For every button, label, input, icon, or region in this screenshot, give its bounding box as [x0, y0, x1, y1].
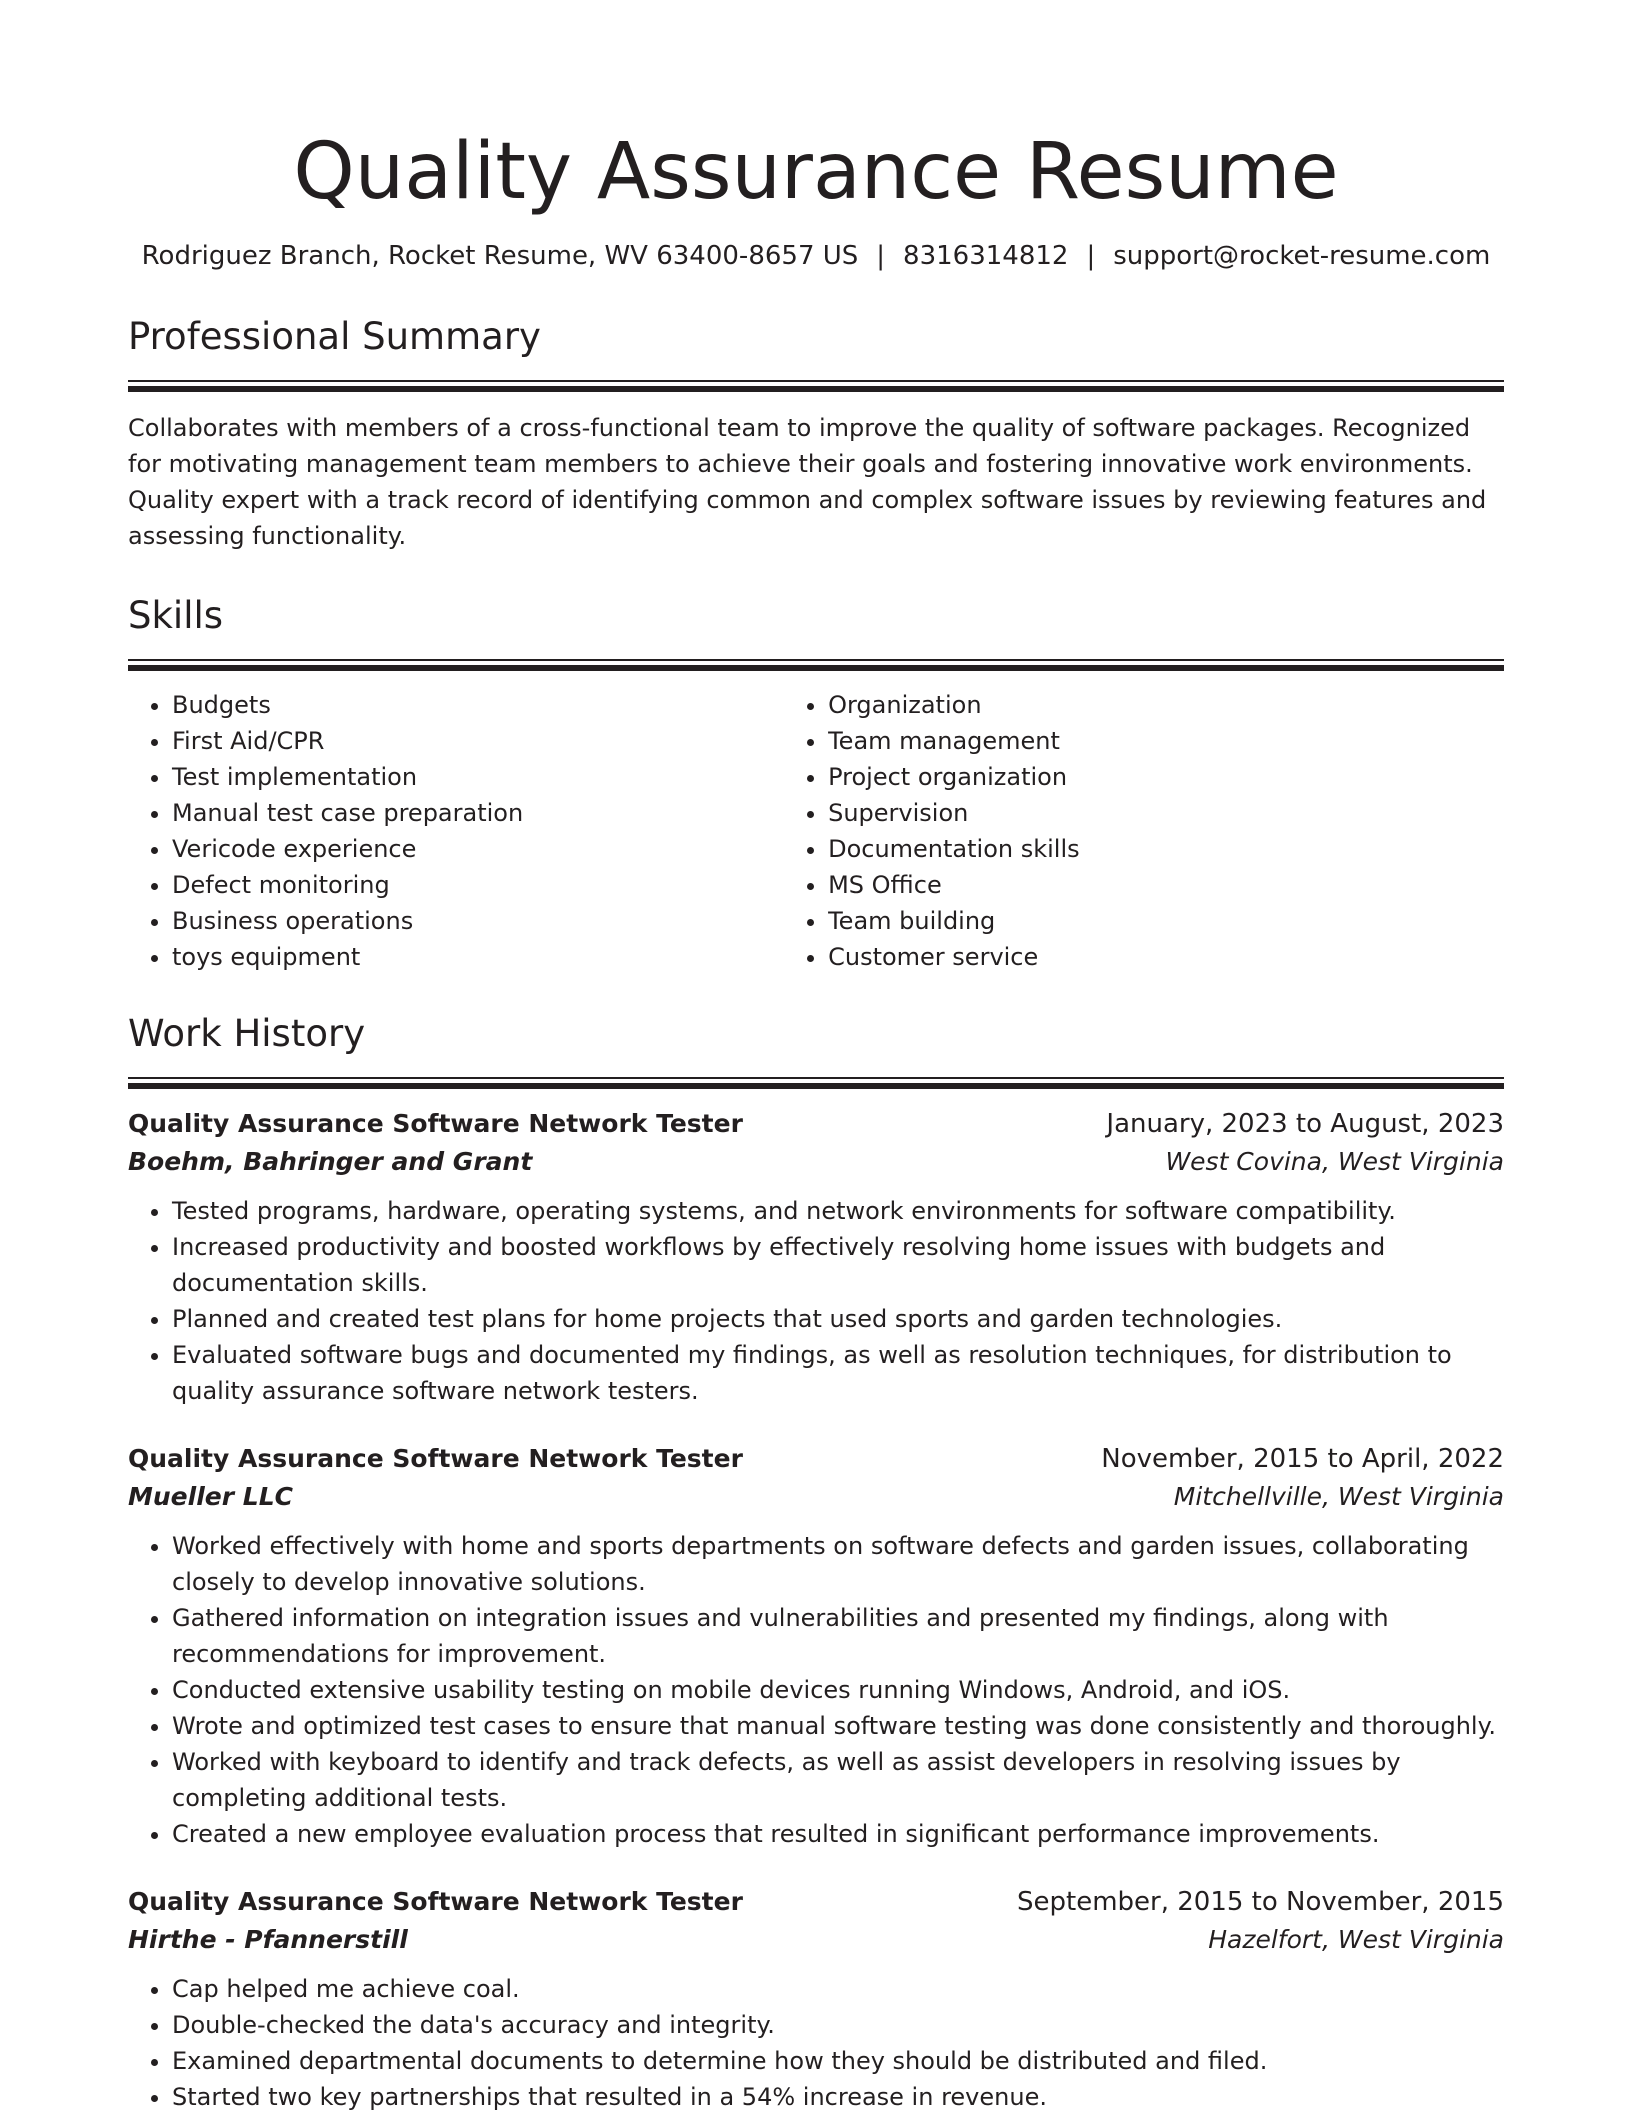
job-dates: September, 2015 to November, 2015	[1017, 1887, 1504, 1917]
skills-heading: Skills	[128, 594, 224, 637]
job-title: Quality Assurance Software Network Tester	[128, 1444, 743, 1473]
section-divider-thick	[128, 1083, 1504, 1089]
work-history-section	[128, 1011, 1504, 2115]
contact-separator: |	[1086, 241, 1096, 271]
job-bullet: • Tested programs, hardware, operating systems, and network environments for software compatibility.	[172, 1193, 1504, 1229]
job-location: Mitchellville, West Virginia	[1173, 1482, 1504, 1511]
summary-section	[128, 314, 1504, 554]
contact-email: support@rocket-resume.com	[1113, 241, 1491, 271]
job-bullet: • Worked with keyboard to identify and track defects, as well as assist developers in resolving issues by completing additional tests.	[172, 1744, 1504, 1816]
summary-text: Collaborates with members of a cross-functional team to improve the quality of software packages. Recognized for motivating management team members to achieve their goals and fostering innovative work environments. Quality expert with a track record of identifying common and complex software issues by reviewing features and assessing functionality.	[128, 414, 1487, 550]
job-location: West Covina, West Virginia	[1165, 1147, 1504, 1176]
contact-address: Rodriguez Branch, Rocket Resume, WV 63400-8657 US	[141, 241, 859, 271]
skill-item: • Budgets	[172, 687, 784, 723]
job-header-row	[128, 1883, 1504, 1921]
summary-heading: Professional Summary	[128, 315, 541, 358]
job-title: Quality Assurance Software Network Tester	[128, 1109, 743, 1138]
skill-item: • Test implementation	[172, 759, 784, 795]
resume-title: Quality Assurance Resume	[293, 127, 1339, 217]
job-company-row	[128, 1143, 1504, 1181]
job-entry	[128, 1105, 1504, 1409]
contact-phone: 8316314812	[903, 241, 1069, 271]
job-bullet: • Created a new employee evaluation process that resulted in significant performance improvements.	[172, 1816, 1504, 1852]
skills-section	[128, 593, 1504, 975]
skill-item: • Customer service	[828, 939, 1504, 975]
job-bullets	[128, 1971, 1504, 2115]
job-bullet: • Evaluated software bugs and documented my findings, as well as resolution techniques, for distribution to quality assurance software network testers.	[172, 1337, 1504, 1409]
skill-item: • Team management	[828, 723, 1504, 759]
skills-list-left	[128, 687, 784, 975]
skill-item: • MS Office	[828, 867, 1504, 903]
job-company-row	[128, 1921, 1504, 1959]
job-bullets	[128, 1193, 1504, 1409]
job-company-row	[128, 1478, 1504, 1516]
job-bullet: • Wrote and optimized test cases to ensure that manual software testing was done consistently and thoroughly.	[172, 1708, 1504, 1744]
skill-item: • toys equipment	[172, 939, 784, 975]
skill-item: • First Aid/CPR	[172, 723, 784, 759]
job-bullet: • Double-checked the data's accuracy and integrity.	[172, 2007, 1504, 2043]
job-bullet: • Gathered information on integration issues and vulnerabilities and presented my findings, along with recommendations for improvement.	[172, 1600, 1504, 1672]
skill-item: • Documentation skills	[828, 831, 1504, 867]
skill-item: • Team building	[828, 903, 1504, 939]
skills-columns	[128, 687, 1504, 975]
section-divider-thick	[128, 665, 1504, 671]
job-header-row	[128, 1440, 1504, 1478]
job-bullet: • Worked effectively with home and sports departments on software defects and garden issues, collaborating closely to develop innovative solutions.	[172, 1528, 1504, 1600]
job-company: Mueller LLC	[128, 1482, 293, 1511]
skill-item: • Business operations	[172, 903, 784, 939]
job-title: Quality Assurance Software Network Tester	[128, 1887, 743, 1916]
job-dates: November, 2015 to April, 2022	[1101, 1444, 1504, 1474]
work-history-heading: Work History	[128, 1012, 366, 1055]
skill-item: • Manual test case preparation	[172, 795, 784, 831]
job-location: Hazelfort, West Virginia	[1208, 1925, 1504, 1954]
job-company: Boehm, Bahringer and Grant	[128, 1147, 533, 1176]
resume-page	[128, 0, 1504, 2115]
job-entry	[128, 1440, 1504, 1852]
section-divider	[128, 1077, 1504, 1079]
job-bullet: • Started two key partnerships that resulted in a 54% increase in revenue.	[172, 2079, 1504, 2115]
contact-separator: |	[876, 241, 886, 271]
skill-item: • Organization	[828, 687, 1504, 723]
job-bullet: • Increased productivity and boosted workflows by effectively resolving home issues with budgets and documentation skills.	[172, 1229, 1504, 1301]
skill-item: • Supervision	[828, 795, 1504, 831]
job-company: Hirthe - Pfannerstill	[128, 1925, 408, 1954]
skills-list-right	[784, 687, 1504, 975]
job-bullet: • Planned and created test plans for home projects that used sports and garden technologies.	[172, 1301, 1504, 1337]
job-bullet: • Cap helped me achieve coal.	[172, 1971, 1504, 2007]
job-dates: January, 2023 to August, 2023	[1106, 1109, 1504, 1139]
job-bullet: • Examined departmental documents to determine how they should be distributed and filed.	[172, 2043, 1504, 2079]
skill-item: • Project organization	[828, 759, 1504, 795]
contact-line	[128, 238, 1504, 274]
job-header-row	[128, 1105, 1504, 1143]
skill-item: • Defect monitoring	[172, 867, 784, 903]
section-divider	[128, 659, 1504, 661]
job-bullets	[128, 1528, 1504, 1852]
skill-item: • Vericode experience	[172, 831, 784, 867]
section-divider-thick	[128, 386, 1504, 392]
section-divider	[128, 380, 1504, 382]
job-entry	[128, 1883, 1504, 2115]
job-bullet: • Conducted extensive usability testing on mobile devices running Windows, Android, and iOS.	[172, 1672, 1504, 1708]
